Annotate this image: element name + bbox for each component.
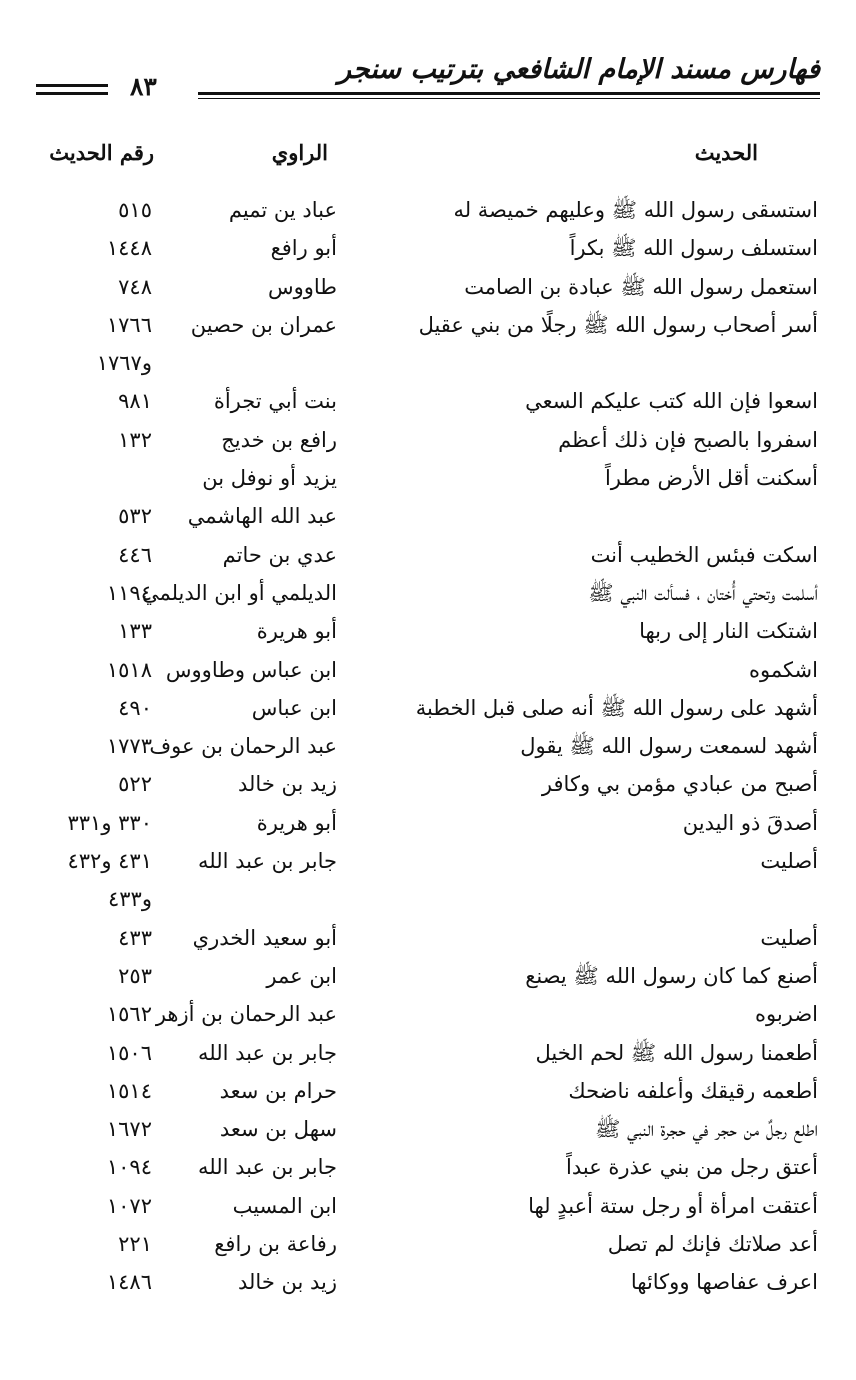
- table-row: [0, 691, 856, 729]
- table-row: [0, 384, 856, 422]
- hadith-text: اشكموه: [748, 657, 818, 682]
- table-row: [0, 921, 856, 959]
- hadith-number: ٤٣٣: [118, 925, 152, 950]
- hadith-text: أسكنت أقل الأرض مطراً: [604, 466, 818, 491]
- table-row: [0, 614, 856, 652]
- hadith-text: أشهد على رسول الله ﷺ أنه صلى قبل الخطبة: [415, 695, 818, 720]
- hadith-text: اعرف عفاصها ووكائها: [630, 1270, 818, 1295]
- hadith-text: اشتكت النار إلى ربها: [639, 619, 818, 644]
- narrator-name: عدي بن حاتم: [222, 542, 337, 567]
- table-row: [0, 653, 856, 691]
- narrator-name: عبد الرحمان بن عوف: [149, 734, 337, 759]
- narrator-name: يزيد أو نوفل بن: [202, 466, 337, 491]
- hadith-number: ٤٣١ و٤٣٢: [67, 849, 152, 874]
- column-header-number: رقم الحديث: [49, 140, 154, 165]
- table-row: [0, 538, 856, 576]
- running-title: فهارس مسند الإمام الشافعي بترتيب سنجر: [337, 54, 820, 85]
- table-row: [0, 882, 856, 920]
- hadith-number: ١٠٩٤: [106, 1155, 152, 1180]
- narrator-name: أبو هريرة: [256, 810, 337, 835]
- hadith-text: أعتق رجل من بني عذرة عبداً: [566, 1155, 818, 1180]
- table-row: [0, 1112, 856, 1150]
- narrator-name: عبد الرحمان بن أزهر: [155, 1002, 337, 1027]
- index-table: [0, 193, 856, 1304]
- hadith-text: اسكت فبئس الخطيب أنت: [590, 542, 818, 567]
- hadith-text: اضربوه: [755, 1002, 818, 1027]
- hadith-text: استسقى رسول الله ﷺ وعليهم خميصة له: [453, 198, 818, 222]
- page-header: [30, 54, 822, 104]
- hadith-number: ٤٩٠: [118, 695, 152, 720]
- table-row: [0, 270, 856, 308]
- column-header-rawi: الراوي: [271, 140, 328, 165]
- narrator-name: حرام بن سعد: [219, 1078, 337, 1103]
- hadith-number: ١٦٧٢: [106, 1117, 152, 1142]
- hadith-number: ٣٣٠ و٣٣١: [67, 810, 152, 835]
- hadith-text: اسفروا بالصبح فإن ذلك أعظم: [558, 427, 818, 452]
- hadith-number: ٢٢١: [118, 1232, 152, 1257]
- hadith-number: ٥١٥: [118, 198, 152, 222]
- hadith-text: أعد صلاتك فإنك لم تصل: [607, 1232, 818, 1257]
- table-row: [0, 1074, 856, 1112]
- table-row: [0, 844, 856, 882]
- narrator-name: جابر بن عبد الله: [197, 1155, 337, 1180]
- hadith-number: ٩٨١: [118, 389, 152, 414]
- table-row: [0, 499, 856, 537]
- narrator-name: طاووس: [267, 274, 337, 299]
- hadith-number: ١١٩٤: [106, 580, 152, 605]
- narrator-name: ابن المسيب: [232, 1193, 337, 1218]
- narrator-name: سهل بن سعد: [219, 1117, 337, 1142]
- narrator-name: أبو رافع: [270, 236, 337, 261]
- column-header-hadith: الحديث: [694, 140, 758, 165]
- hadith-number: ١٧٧٣: [106, 734, 152, 759]
- hadith-text: أصنع كما كان رسول الله ﷺ يصنع: [525, 963, 818, 988]
- hadith-text: أصليت: [760, 849, 818, 874]
- narrator-name: رافع بن خديج: [221, 427, 337, 452]
- table-row: [0, 1036, 856, 1074]
- header-rule-short: [36, 84, 108, 87]
- table-row: [0, 346, 856, 384]
- hadith-text: أسر أصحاب رسول الله ﷺ رجلًا من بني عقيل: [418, 312, 818, 337]
- table-row: [0, 767, 856, 805]
- hadith-number: ٧٤٨: [118, 274, 152, 299]
- narrator-name: جابر بن عبد الله: [197, 849, 337, 874]
- table-row: [0, 308, 856, 346]
- narrator-name: عباد ين تميم: [228, 198, 337, 222]
- hadith-number: ٥٣٢: [118, 504, 152, 529]
- hadith-number: ١٥١٤: [106, 1078, 152, 1103]
- hadith-number: ١٥٦٢: [106, 1002, 152, 1027]
- header-rule-long: [198, 92, 820, 95]
- hadith-text: استعمل رسول الله ﷺ عبادة بن الصامت: [464, 274, 818, 299]
- table-row: [0, 959, 856, 997]
- hadith-text: استسلف رسول الله ﷺ بكراً: [569, 236, 818, 261]
- hadith-text: اطلع رجلٌ من حجر في حجرة النبي ﷺ: [595, 1117, 818, 1142]
- hadith-text: أصليت: [760, 925, 818, 950]
- table-row: [0, 461, 856, 499]
- hadith-number: ١٣٣: [118, 619, 152, 644]
- table-row: [0, 1265, 856, 1303]
- table-row: [0, 193, 856, 231]
- hadith-text: أطعمه رقيقك وأعلفه ناضحك: [568, 1078, 818, 1103]
- header-rule-long-thin: [198, 98, 820, 99]
- hadith-number: و١٧٦٧: [96, 351, 152, 376]
- hadith-text: أشهد لسمعت رسول الله ﷺ يقول: [520, 734, 818, 759]
- table-row: [0, 1150, 856, 1188]
- hadith-number: ١٥١٨: [106, 657, 152, 682]
- narrator-name: جابر بن عبد الله: [197, 1040, 337, 1065]
- hadith-number: ٢٥٣: [118, 963, 152, 988]
- table-row: [0, 231, 856, 269]
- table-row: [0, 423, 856, 461]
- hadith-number: و٤٣٣: [108, 887, 152, 912]
- narrator-name: زيد بن خالد: [238, 772, 337, 797]
- narrator-name: عبد الله الهاشمي: [187, 504, 337, 529]
- narrator-name: أبو هريرة: [256, 619, 337, 644]
- hadith-text: أصدقَ ذو اليدين: [682, 810, 818, 835]
- hadith-number: ٥٢٢: [118, 772, 152, 797]
- table-row: [0, 1227, 856, 1265]
- hadith-text: اسعوا فإن الله كتب عليكم السعي: [525, 389, 818, 414]
- hadith-number: ١٥٠٦: [106, 1040, 152, 1065]
- table-row: [0, 729, 856, 767]
- table-row: [0, 576, 856, 614]
- hadith-number: ١٤٨٦: [106, 1270, 152, 1295]
- hadith-number: ١٠٧٢: [106, 1193, 152, 1218]
- hadith-text: أطعمنا رسول الله ﷺ لحم الخيل: [535, 1040, 818, 1065]
- narrator-name: أبو سعيد الخدري: [192, 925, 337, 950]
- narrator-name: عمران بن حصين: [190, 312, 337, 337]
- table-row: [0, 806, 856, 844]
- table-row: [0, 1189, 856, 1227]
- page-number: ٨٣: [130, 72, 157, 101]
- narrator-name: ابن عباس: [251, 695, 337, 720]
- hadith-text: أسلمت وتحتي أُختان ، فسألت النبي ﷺ: [588, 580, 818, 605]
- narrator-name: بنت أبي تجرأة: [213, 389, 337, 414]
- hadith-number: ٤٤٦: [118, 542, 152, 567]
- hadith-text: أصبح من عبادي مؤمن بي وكافر: [541, 772, 818, 797]
- narrator-name: ابن عباس وطاووس: [165, 657, 337, 682]
- narrator-name: زيد بن خالد: [238, 1270, 337, 1295]
- header-rule-short-lower: [36, 92, 108, 95]
- narrator-name: ابن عمر: [266, 963, 337, 988]
- narrator-name: الديلمي أو ابن الديلمي: [141, 580, 337, 605]
- hadith-text: أعتقت امرأة أو رجل ستة أعبدٍ لها: [528, 1193, 818, 1218]
- narrator-name: رفاعة بن رافع: [214, 1232, 337, 1257]
- hadith-number: ١٧٦٦: [106, 312, 152, 337]
- table-row: [0, 997, 856, 1035]
- hadith-number: ١٤٤٨: [106, 236, 152, 261]
- hadith-number: ١٣٢: [118, 427, 152, 452]
